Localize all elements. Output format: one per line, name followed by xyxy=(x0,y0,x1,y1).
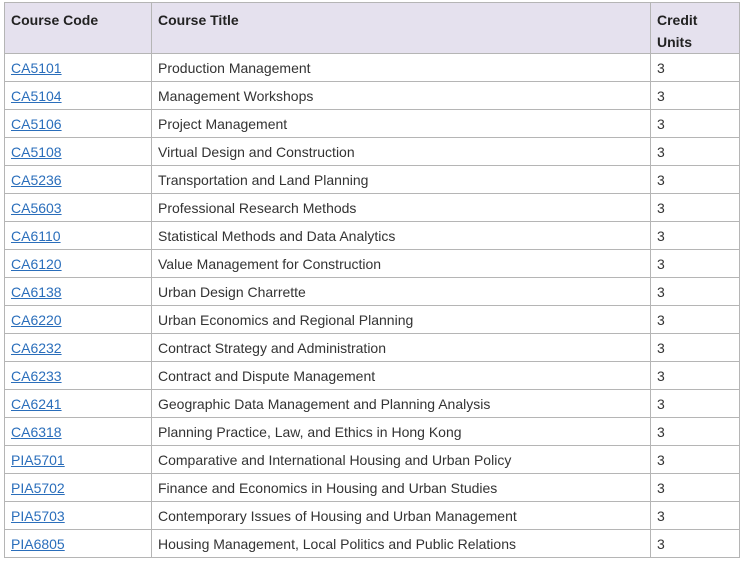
course-title-cell: Urban Economics and Regional Planning xyxy=(152,306,651,334)
course-code-cell xyxy=(5,138,152,166)
credit-units-cell: 3 xyxy=(651,222,740,250)
table-row xyxy=(5,138,740,166)
course-title-cell: Production Management xyxy=(152,54,651,82)
course-title-cell: Finance and Economics in Housing and Urban Studies xyxy=(152,474,651,502)
credit-units-cell: 3 xyxy=(651,194,740,222)
table-row xyxy=(5,250,740,278)
header-course-code: Course Code xyxy=(5,3,152,54)
course-code-link[interactable]: CA5101 xyxy=(11,59,62,76)
course-code-cell xyxy=(5,82,152,110)
table-row xyxy=(5,390,740,418)
course-title-cell: Statistical Methods and Data Analytics xyxy=(152,222,651,250)
course-code-cell xyxy=(5,306,152,334)
course-code-link[interactable]: CA6232 xyxy=(11,339,62,356)
course-title-cell: Comparative and International Housing and Urban Policy xyxy=(152,446,651,474)
table-row xyxy=(5,530,740,558)
credit-units-cell: 3 xyxy=(651,278,740,306)
course-code-cell xyxy=(5,474,152,502)
course-code-link[interactable]: CA5603 xyxy=(11,199,62,216)
course-code-cell xyxy=(5,362,152,390)
course-code-cell xyxy=(5,390,152,418)
course-title-cell: Value Management for Construction xyxy=(152,250,651,278)
course-title-cell: Contract Strategy and Administration xyxy=(152,334,651,362)
course-code-link[interactable]: CA6120 xyxy=(11,255,62,272)
course-code-cell xyxy=(5,54,152,82)
credit-units-cell: 3 xyxy=(651,418,740,446)
course-title-cell: Planning Practice, Law, and Ethics in Hong Kong xyxy=(152,418,651,446)
table-row xyxy=(5,54,740,82)
credit-units-cell: 3 xyxy=(651,362,740,390)
credit-units-cell: 3 xyxy=(651,54,740,82)
credit-units-cell: 3 xyxy=(651,502,740,530)
table-row xyxy=(5,82,740,110)
course-title-cell: Geographic Data Management and Planning Analysis xyxy=(152,390,651,418)
course-code-cell xyxy=(5,222,152,250)
course-title-cell: Contract and Dispute Management xyxy=(152,362,651,390)
table-row xyxy=(5,306,740,334)
table-row xyxy=(5,110,740,138)
table-row xyxy=(5,474,740,502)
course-code-cell xyxy=(5,166,152,194)
credit-units-cell: 3 xyxy=(651,138,740,166)
credit-units-cell: 3 xyxy=(651,110,740,138)
table-row xyxy=(5,278,740,306)
course-code-cell xyxy=(5,530,152,558)
course-code-link[interactable]: PIA5702 xyxy=(11,479,65,496)
course-code-link[interactable]: CA6241 xyxy=(11,395,62,412)
table-row xyxy=(5,502,740,530)
table-body xyxy=(5,54,740,558)
course-title-cell: Professional Research Methods xyxy=(152,194,651,222)
credit-units-cell: 3 xyxy=(651,306,740,334)
course-title-cell: Management Workshops xyxy=(152,82,651,110)
header-row xyxy=(5,3,740,54)
course-title-cell: Housing Management, Local Politics and Public Relations xyxy=(152,530,651,558)
table-header xyxy=(5,3,740,54)
table-row xyxy=(5,194,740,222)
credit-units-cell: 3 xyxy=(651,166,740,194)
course-title-cell: Virtual Design and Construction xyxy=(152,138,651,166)
table-row xyxy=(5,166,740,194)
course-code-link[interactable]: CA6318 xyxy=(11,423,62,440)
credit-units-cell: 3 xyxy=(651,530,740,558)
table-row xyxy=(5,446,740,474)
course-code-cell xyxy=(5,334,152,362)
course-code-cell xyxy=(5,194,152,222)
course-code-link[interactable]: CA5108 xyxy=(11,143,62,160)
credit-units-cell: 3 xyxy=(651,390,740,418)
header-credit-units: Credit Units xyxy=(651,3,740,54)
course-code-link[interactable]: PIA6805 xyxy=(11,535,65,552)
table-row xyxy=(5,334,740,362)
credit-units-cell: 3 xyxy=(651,250,740,278)
course-code-cell xyxy=(5,278,152,306)
course-code-link[interactable]: PIA5703 xyxy=(11,507,65,524)
course-title-cell: Urban Design Charrette xyxy=(152,278,651,306)
table-row xyxy=(5,222,740,250)
course-code-cell xyxy=(5,418,152,446)
course-code-link[interactable]: CA6110 xyxy=(11,227,61,244)
header-course-title: Course Title xyxy=(152,3,651,54)
course-code-link[interactable]: CA5104 xyxy=(11,87,62,104)
course-code-link[interactable]: CA6220 xyxy=(11,311,62,328)
course-title-cell: Transportation and Land Planning xyxy=(152,166,651,194)
course-code-link[interactable]: CA6138 xyxy=(11,283,62,300)
credit-units-cell: 3 xyxy=(651,334,740,362)
course-title-cell: Contemporary Issues of Housing and Urban Management xyxy=(152,502,651,530)
course-code-cell xyxy=(5,502,152,530)
course-code-cell xyxy=(5,250,152,278)
course-code-link[interactable]: CA6233 xyxy=(11,367,62,384)
course-table xyxy=(4,2,740,558)
credit-units-cell: 3 xyxy=(651,474,740,502)
credit-units-cell: 3 xyxy=(651,82,740,110)
credit-units-cell: 3 xyxy=(651,446,740,474)
course-title-cell: Project Management xyxy=(152,110,651,138)
course-code-link[interactable]: CA5236 xyxy=(11,171,62,188)
course-code-link[interactable]: PIA5701 xyxy=(11,451,65,468)
course-code-cell xyxy=(5,446,152,474)
table-row xyxy=(5,362,740,390)
course-code-cell xyxy=(5,110,152,138)
course-code-link[interactable]: CA5106 xyxy=(11,115,62,132)
table-row xyxy=(5,418,740,446)
